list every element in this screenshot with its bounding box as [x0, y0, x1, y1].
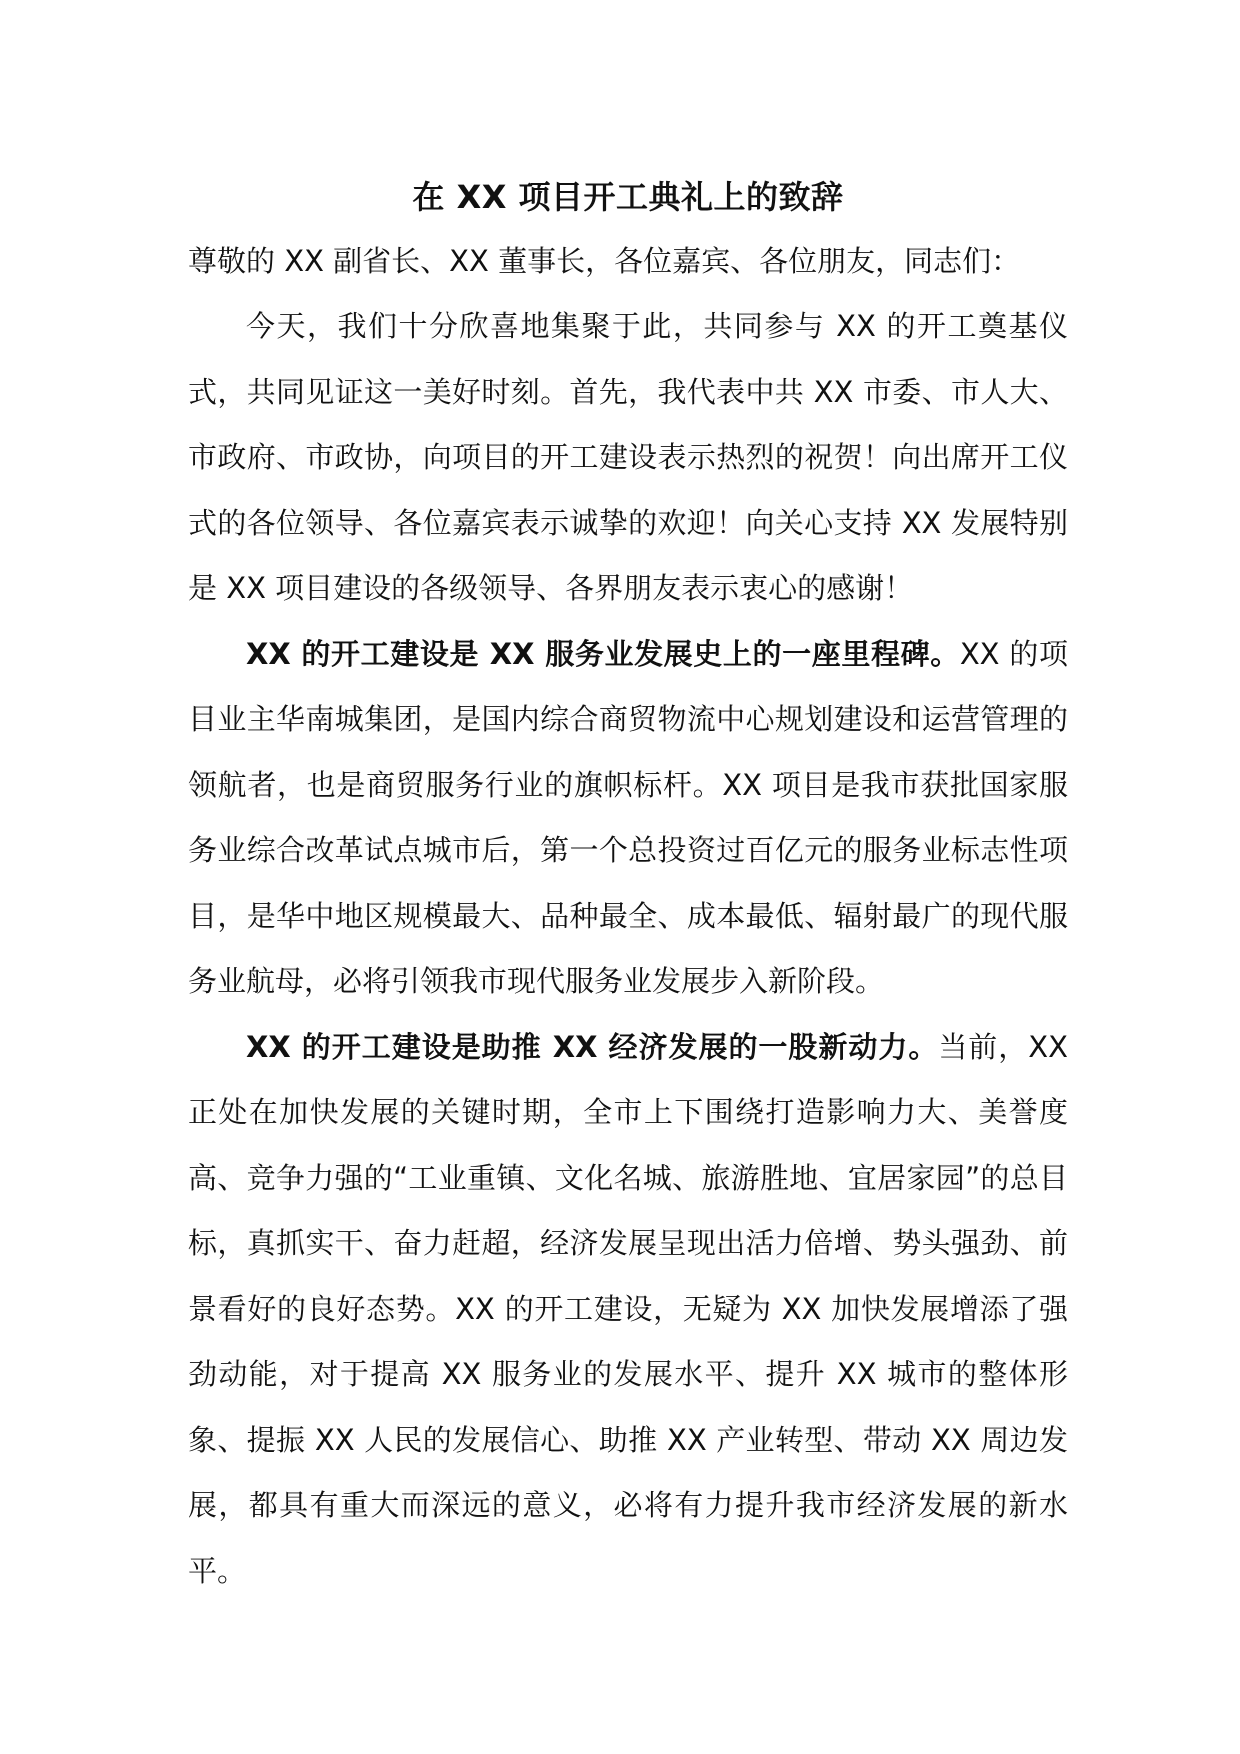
paragraph-lead: XX 的开工建设是助推 XX 经济发展的一股新动力。: [246, 1029, 939, 1064]
paragraph-opening: [188, 294, 1068, 622]
paragraph-momentum: [188, 1015, 1068, 1605]
document-title: 在 XX 项目开工典礼上的致辞: [412, 178, 844, 216]
salutation: 尊敬的 XX 副省长、XX 董事长，各位嘉宾、各位朋友，同志们：: [188, 244, 1021, 278]
paragraph-text: XX 的项目业主华南城集团，是国内综合商贸物流中心规划建设和运营管理的领航者，也是商贸服务行业的旗帜标杆。XX 项目是我市获批国家服务业综合改革试点城市后，第一个总投资过百亿元的服务业标志性项目，是华中地区规模最大、品种最全、成本最低、辐射最广的现代服务业航母，必将引领我市现代服务业发展步入新阶段。: [188, 636, 1068, 998]
paragraph-text: 当前，XX 正处在加快发展的关键时期，全市上下围绕打造影响力大、美誉度高、竞争力强的“工业重镇、文化名城、旅游胜地、宜居家园”的总目标，真抓实干、奋力赶超，经济发展呈现出活力倍增、势头强劲、前景看好的良好态势。XX 的开工建设，无疑为 XX 加快发展增添了强劲动能，对于提高 XX 服务业的发展水平、提升 XX 城市的整体形象、提振 XX 人民的发展信心、助推 XX 产业转型、带动 XX 周边发展，都具有重大而深远的意义，必将有力提升我市经济发展的新水平。: [188, 1029, 1068, 1588]
document-body: [188, 172, 1068, 1604]
paragraph-text: 今天，我们十分欣喜地集聚于此，共同参与 XX 的开工奠基仪式，共同见证这一美好时刻。首先，我代表中共 XX 市委、市人大、市政府、市政协，向项目的开工建设表示热烈的祝贺！向出席开工仪式的各位领导、各位嘉宾表示诚挚的欢迎！向关心支持 XX 发展特别是 XX 项目建设的各级领导、各界朋友表示衷心的感谢！: [188, 309, 1068, 605]
paragraph-lead: XX 的开工建设是 XX 服务业发展史上的一座里程碑。: [246, 636, 960, 671]
paragraph-milestone: [188, 622, 1068, 1015]
